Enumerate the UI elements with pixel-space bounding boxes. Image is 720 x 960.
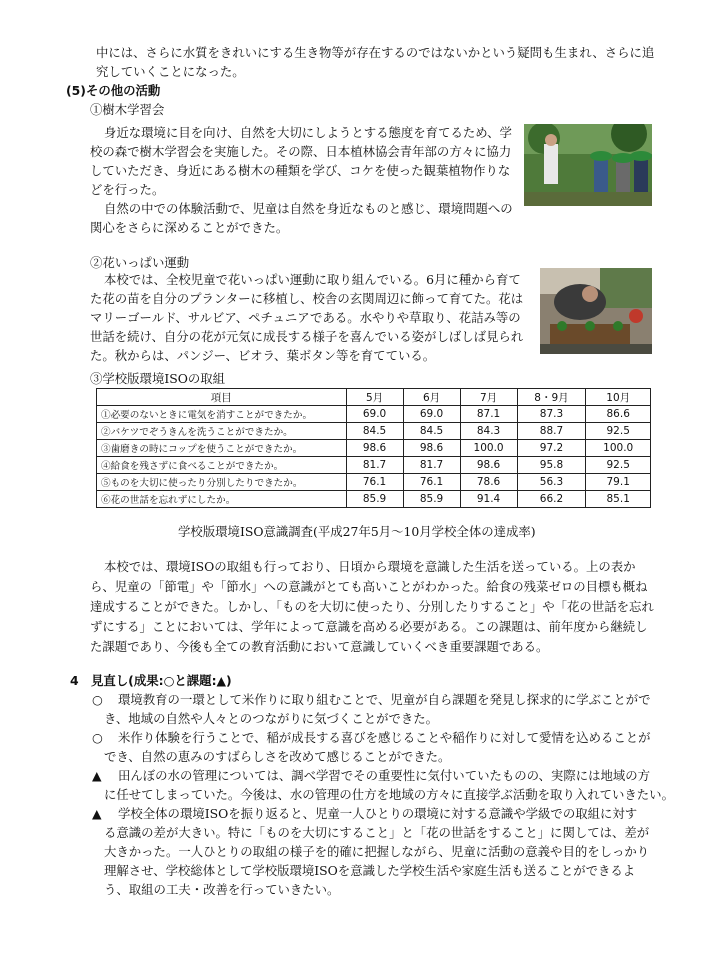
table-row	[97, 491, 651, 508]
review-line: る意識の差が大きい。特に「ものを大切にすること」と「花の世話をすること」に関しては、差が	[104, 825, 650, 840]
intro-line-2: 究していくことになった。	[96, 64, 245, 79]
table-cell: 87.3	[517, 406, 586, 423]
flower-line: た。秋からは、パンジー、ビオラ、葉ボタン等を育てている。	[90, 348, 436, 363]
table-cell: 85.9	[403, 491, 460, 508]
header-cell: 6月	[403, 389, 460, 406]
section-5-heading: (5)その他の活動	[66, 83, 161, 98]
table-cell: 69.0	[346, 406, 403, 423]
iso-line: ずにする」ことにおいては、学年によって意識を高める必要がある。この課題は、前年度から継続し	[90, 619, 648, 634]
table-cell: 85.1	[586, 491, 651, 508]
row-item: ④給食を残さずに食べることができたか。	[97, 457, 347, 474]
table-cell: 84.3	[460, 423, 517, 440]
table-cell: 87.1	[460, 406, 517, 423]
table-cell: 84.5	[346, 423, 403, 440]
table-cell: 56.3	[517, 474, 586, 491]
iso-table	[96, 388, 651, 508]
table-header-row	[97, 389, 651, 406]
table-cell: 81.7	[403, 457, 460, 474]
flower-line: マリーゴールド、サルビア、ペチュニアである。水やりや草取り、花詰み等の	[90, 310, 521, 325]
circle-mark-icon: ○	[92, 730, 103, 745]
table-row	[97, 440, 651, 457]
review-line: でき、自然の恵みのすばらしさを改めて感じることができた。	[104, 749, 451, 764]
row-item: ③歯磨きの時にコップを使うことができたか。	[97, 440, 347, 457]
table-cell: 85.9	[346, 491, 403, 508]
intro-line-1: 中には、さらに水質をきれいにする生き物等が存在するのではないかという疑問も生まれ、さらに追	[96, 45, 655, 60]
table-cell: 98.6	[460, 457, 517, 474]
review-line: き、地域の自然や人々とのつながりに気づくことができた。	[104, 711, 439, 726]
flower-line: 本校では、全校児童で花いっぱい運動に取り組んでいる。6月に種から育て	[104, 272, 521, 287]
header-cell: 8・9月	[517, 389, 586, 406]
table-row	[97, 457, 651, 474]
table-cell: 97.2	[517, 440, 586, 457]
table-cell: 100.0	[586, 440, 651, 457]
review-line: 田んぼの水の管理については、調べ学習でその重要性に気付いていたものの、実際には地域の方	[118, 768, 651, 783]
flower-campaign-photo	[540, 268, 652, 354]
review-line: に任せてしまっていた。今後は、水の管理の仕方を地域の方々に直接学ぶ活動を取り入れていきたい。	[104, 787, 674, 802]
header-cell: 10月	[586, 389, 651, 406]
tree-line: 自然の中での体験活動で、児童は自然を身近なものと感じ、環境問題への	[104, 201, 513, 216]
tree-line: どを行った。	[90, 182, 165, 197]
table-cell: 100.0	[460, 440, 517, 457]
table-cell: 81.7	[346, 457, 403, 474]
iso-line: 達成することができた。しかし、「ものを大切に使ったり、分別したりすること」や「花の世話を忘れ	[90, 599, 654, 614]
table-cell: 95.8	[517, 457, 586, 474]
flower-line: 世話を続け、自分の花が元気に成長する様子を喜んでいる姿がしばしば見られ	[90, 329, 524, 344]
table-cell: 98.6	[346, 440, 403, 457]
table-cell: 92.5	[586, 423, 651, 440]
table-cell: 92.5	[586, 457, 651, 474]
row-item: ⑥花の世話を忘れずにしたか。	[97, 491, 347, 508]
table-row	[97, 474, 651, 491]
triangle-mark-icon: ▲	[92, 806, 102, 821]
flower-line: た花の苗を自分のプランターに移植し、校舎の玄関周辺に飾って育てた。花は	[90, 291, 524, 306]
review-line: う、取組の工夫・改善を行っていきたい。	[104, 882, 340, 897]
review-line: 理解させ、学校総体として学校版環境ISOを意識した学校生活や家庭生活も送ることができるよ	[104, 863, 636, 878]
table-cell: 98.6	[403, 440, 460, 457]
tree-subheading: ①樹木学習会	[90, 102, 165, 117]
header-cell: 5月	[346, 389, 403, 406]
iso-line: ら、児童の「節電」や「節水」への意識がとても高いことがわかった。給食の残菜ゼロの目標も概ね	[90, 579, 648, 594]
review-line: 米作り体験を行うことで、稲が成長する喜びを感じることや稲作りに対して愛情を込めることが	[118, 730, 651, 745]
tree-study-photo	[524, 124, 652, 206]
table-cell: 69.0	[403, 406, 460, 423]
row-item: ⑤ものを大切に使ったり分別したりできたか。	[97, 474, 347, 491]
header-cell: 項目	[97, 389, 347, 406]
table-cell: 88.7	[517, 423, 586, 440]
section-4-heading: 4 見直し(成果:○と課題:▲)	[70, 673, 232, 688]
table-cell: 76.1	[403, 474, 460, 491]
tree-line: 関心をさらに深めることができた。	[90, 220, 289, 235]
row-item: ②バケツでぞうきんを洗うことができたか。	[97, 423, 347, 440]
table-caption: 学校版環境ISO意識調査(平成27年5月〜10月学校全体の達成率)	[178, 524, 536, 539]
iso-line: 本校では、環境ISOの取組も行っており、日頃から環境を意識した生活を送っている。上の表か	[104, 559, 636, 574]
table-cell: 66.2	[517, 491, 586, 508]
tree-line: 校の森で樹木学習会を実施した。その際、日本植林協会青年部の方々に協力	[90, 144, 512, 159]
review-line: 大きかった。一人ひとりの取組の様子を的確に把握しながら、児童に活動の意義や目的をしっかり	[104, 844, 650, 859]
table-cell: 78.6	[460, 474, 517, 491]
flower-subheading: ②花いっぱい運動	[90, 255, 190, 270]
tree-line: していただき、身近にある樹木の種類を学び、コケを使った観葉植物作りな	[90, 163, 511, 178]
table-cell: 79.1	[586, 474, 651, 491]
iso-subheading: ③学校版環境ISOの取組	[90, 371, 226, 386]
table-cell: 91.4	[460, 491, 517, 508]
circle-mark-icon: ○	[92, 692, 103, 707]
table-cell: 84.5	[403, 423, 460, 440]
table-row	[97, 423, 651, 440]
row-item: ①必要のないときに電気を消すことができたか。	[97, 406, 347, 423]
iso-line: た課題であり、今後も全ての教育活動において意識していくべき重要課題である。	[90, 639, 549, 654]
review-line: 環境教育の一環として米作りに取り組むことで、児童が自ら課題を発見し探求的に学ぶことがで	[118, 692, 651, 707]
table-cell: 76.1	[346, 474, 403, 491]
table-row	[97, 406, 651, 423]
header-cell: 7月	[460, 389, 517, 406]
table-cell: 86.6	[586, 406, 651, 423]
triangle-mark-icon: ▲	[92, 768, 102, 783]
tree-line: 身近な環境に目を向け、自然を大切にしようとする態度を育てるため、学	[104, 125, 512, 140]
review-line: 学校全体の環境ISOを振り返ると、児童一人ひとりの環境に対する意識や学級での取組に対す	[118, 806, 638, 821]
